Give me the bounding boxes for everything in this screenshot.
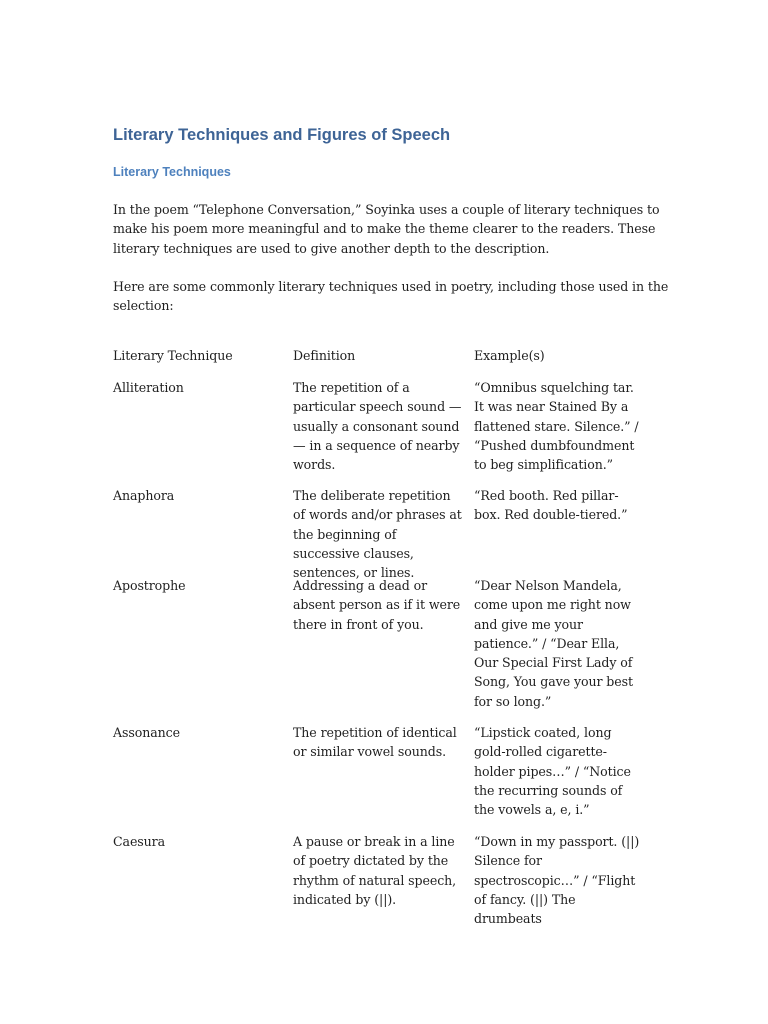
document-page: [113, 124, 673, 927]
examples-cell: “Red booth. Red pillar-box. Red double-tiered.”: [474, 488, 628, 523]
examples-cell: “Omnibus squelching tar. It was near Stained By a flattened stare. Silence.” / “Pushed dumbfoundment to beg simplification.”: [474, 380, 639, 473]
definition-cell: Addressing a dead or absent person as if it were there in front of you.: [293, 578, 461, 632]
definition-cell: The repetition of a particular speech sound — usually a consonant sound — in a sequence of nearby words.: [293, 380, 462, 473]
technique-cell: Anaphora: [113, 488, 175, 503]
table-row: [113, 832, 669, 927]
technique-cell: Alliteration: [113, 380, 184, 395]
technique-cell: Apostrophe: [113, 578, 186, 593]
table-row: [113, 723, 669, 832]
table-header-row: [113, 346, 669, 378]
technique-cell: Caesura: [113, 834, 165, 849]
examples-cell: “Down in my passport. (||) Silence for spectroscopic…” / “Flight of fancy. (||) The drumbeats: [474, 834, 640, 927]
definition-cell: A pause or break in a line of poetry dictated by the rhythm of natural speech, indicated by (||).: [293, 834, 457, 907]
techniques-table: [113, 346, 669, 927]
header-examples: Example(s): [474, 348, 545, 363]
definition-cell: The deliberate repetition of words and/or phrases at the beginning of successive clauses, sentences, or lines.: [293, 488, 462, 581]
table-row: [113, 486, 669, 581]
definition-cell: The repetition of identical or similar vowel sounds.: [293, 725, 457, 760]
lead-in-paragraph: Here are some commonly literary techniques used in poetry, including those used in the selection:: [113, 279, 669, 314]
technique-cell: Assonance: [113, 725, 180, 740]
examples-cell: “Lipstick coated, long gold-rolled cigarette-holder pipes…” / “Notice the recurring sounds of the vowels a, e, i.”: [474, 725, 631, 818]
header-definition: Definition: [293, 348, 356, 363]
examples-cell: “Dear Nelson Mandela, come upon me right now and give me your patience.” / “Dear Ella, Our Special First Lady of Song, You gave your best for so long.”: [474, 578, 633, 709]
section-heading: Literary Techniques: [113, 165, 231, 179]
document-title: Literary Techniques and Figures of Speech: [113, 126, 451, 144]
intro-paragraph: In the poem “Telephone Conversation,” Soyinka uses a couple of literary techniques to make his poem more meaningful and to make the theme clearer to the readers. These literary techniques are used to give another depth to the description.: [113, 202, 660, 256]
header-technique: Literary Technique: [113, 348, 233, 363]
table-row: [113, 378, 669, 486]
table-row: [113, 576, 669, 723]
